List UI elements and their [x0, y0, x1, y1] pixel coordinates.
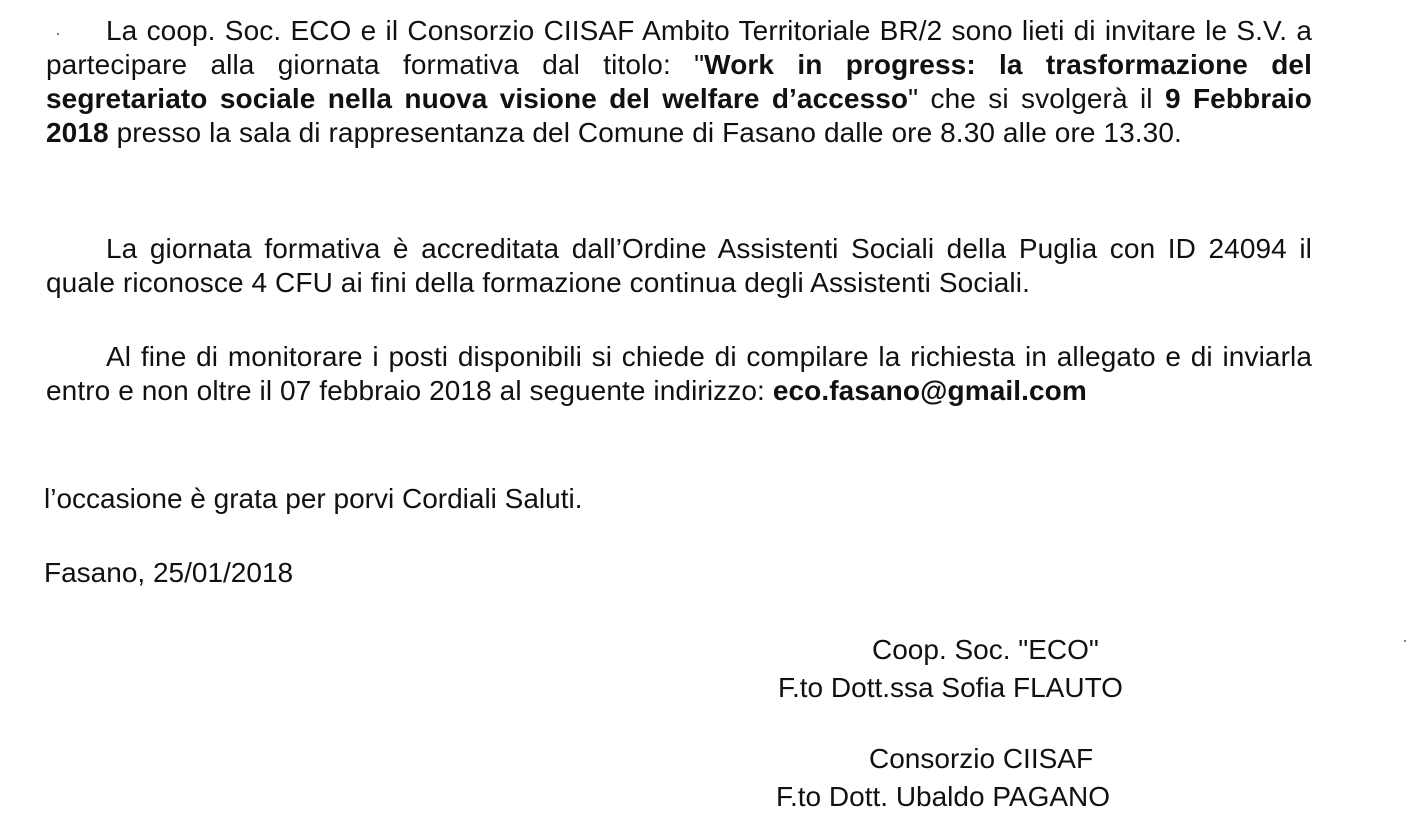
contact-email[interactable]: eco.fasano@gmail.com	[772, 375, 1087, 406]
accreditation-paragraph	[46, 232, 1312, 300]
event-title: Work in progress: la trasformazione del segretariato sociale nella nuova visione del welfare d’accesso	[46, 49, 1312, 114]
invitation-text-2: " che si svolgerà il	[908, 83, 1165, 114]
invitation-paragraph	[46, 14, 1312, 150]
event-date: 9 Febbraio 2018	[46, 83, 1312, 148]
signature-eco-organization: Coop. Soc. "ECO"	[872, 634, 1099, 665]
invitation-text: La coop. Soc. ECO e il Consorzio CIISAF Ambito Territoriale BR/2 sono lieti di invitare le S.V. a partecipare alla giornata formativa dal titolo: "	[46, 15, 1312, 80]
place-and-date: Fasano, 25/01/2018	[44, 557, 294, 588]
registration-paragraph	[46, 340, 1312, 408]
registration-text: Al fine di monitorare i posti disponibili si chiede di compilare la richiesta in allegato e di inviarla entro e non oltre il 07 febbraio 2018 al seguente indirizzo:	[46, 341, 1312, 406]
invitation-text-3: presso la sala di rappresentanza del Comune di Fasano dalle ore 8.30 alle ore 13.30.	[108, 117, 1182, 148]
scan-speck	[1404, 640, 1406, 642]
signature-eco-name: F.to Dott.ssa Sofia FLAUTO	[778, 672, 1123, 703]
signature-ciisaf-name: F.to Dott. Ubaldo PAGANO	[776, 781, 1111, 812]
closing-salutation: l’occasione è grata per porvi Cordiali Saluti.	[44, 483, 583, 514]
accreditation-text: La giornata formativa è accreditata dall’Ordine Assistenti Sociali della Puglia con ID 24094 il quale riconosce 4 CFU ai fini della formazione continua degli Assistenti Sociali.	[46, 233, 1312, 298]
signature-ciisaf-organization: Consorzio CIISAF	[869, 743, 1094, 774]
